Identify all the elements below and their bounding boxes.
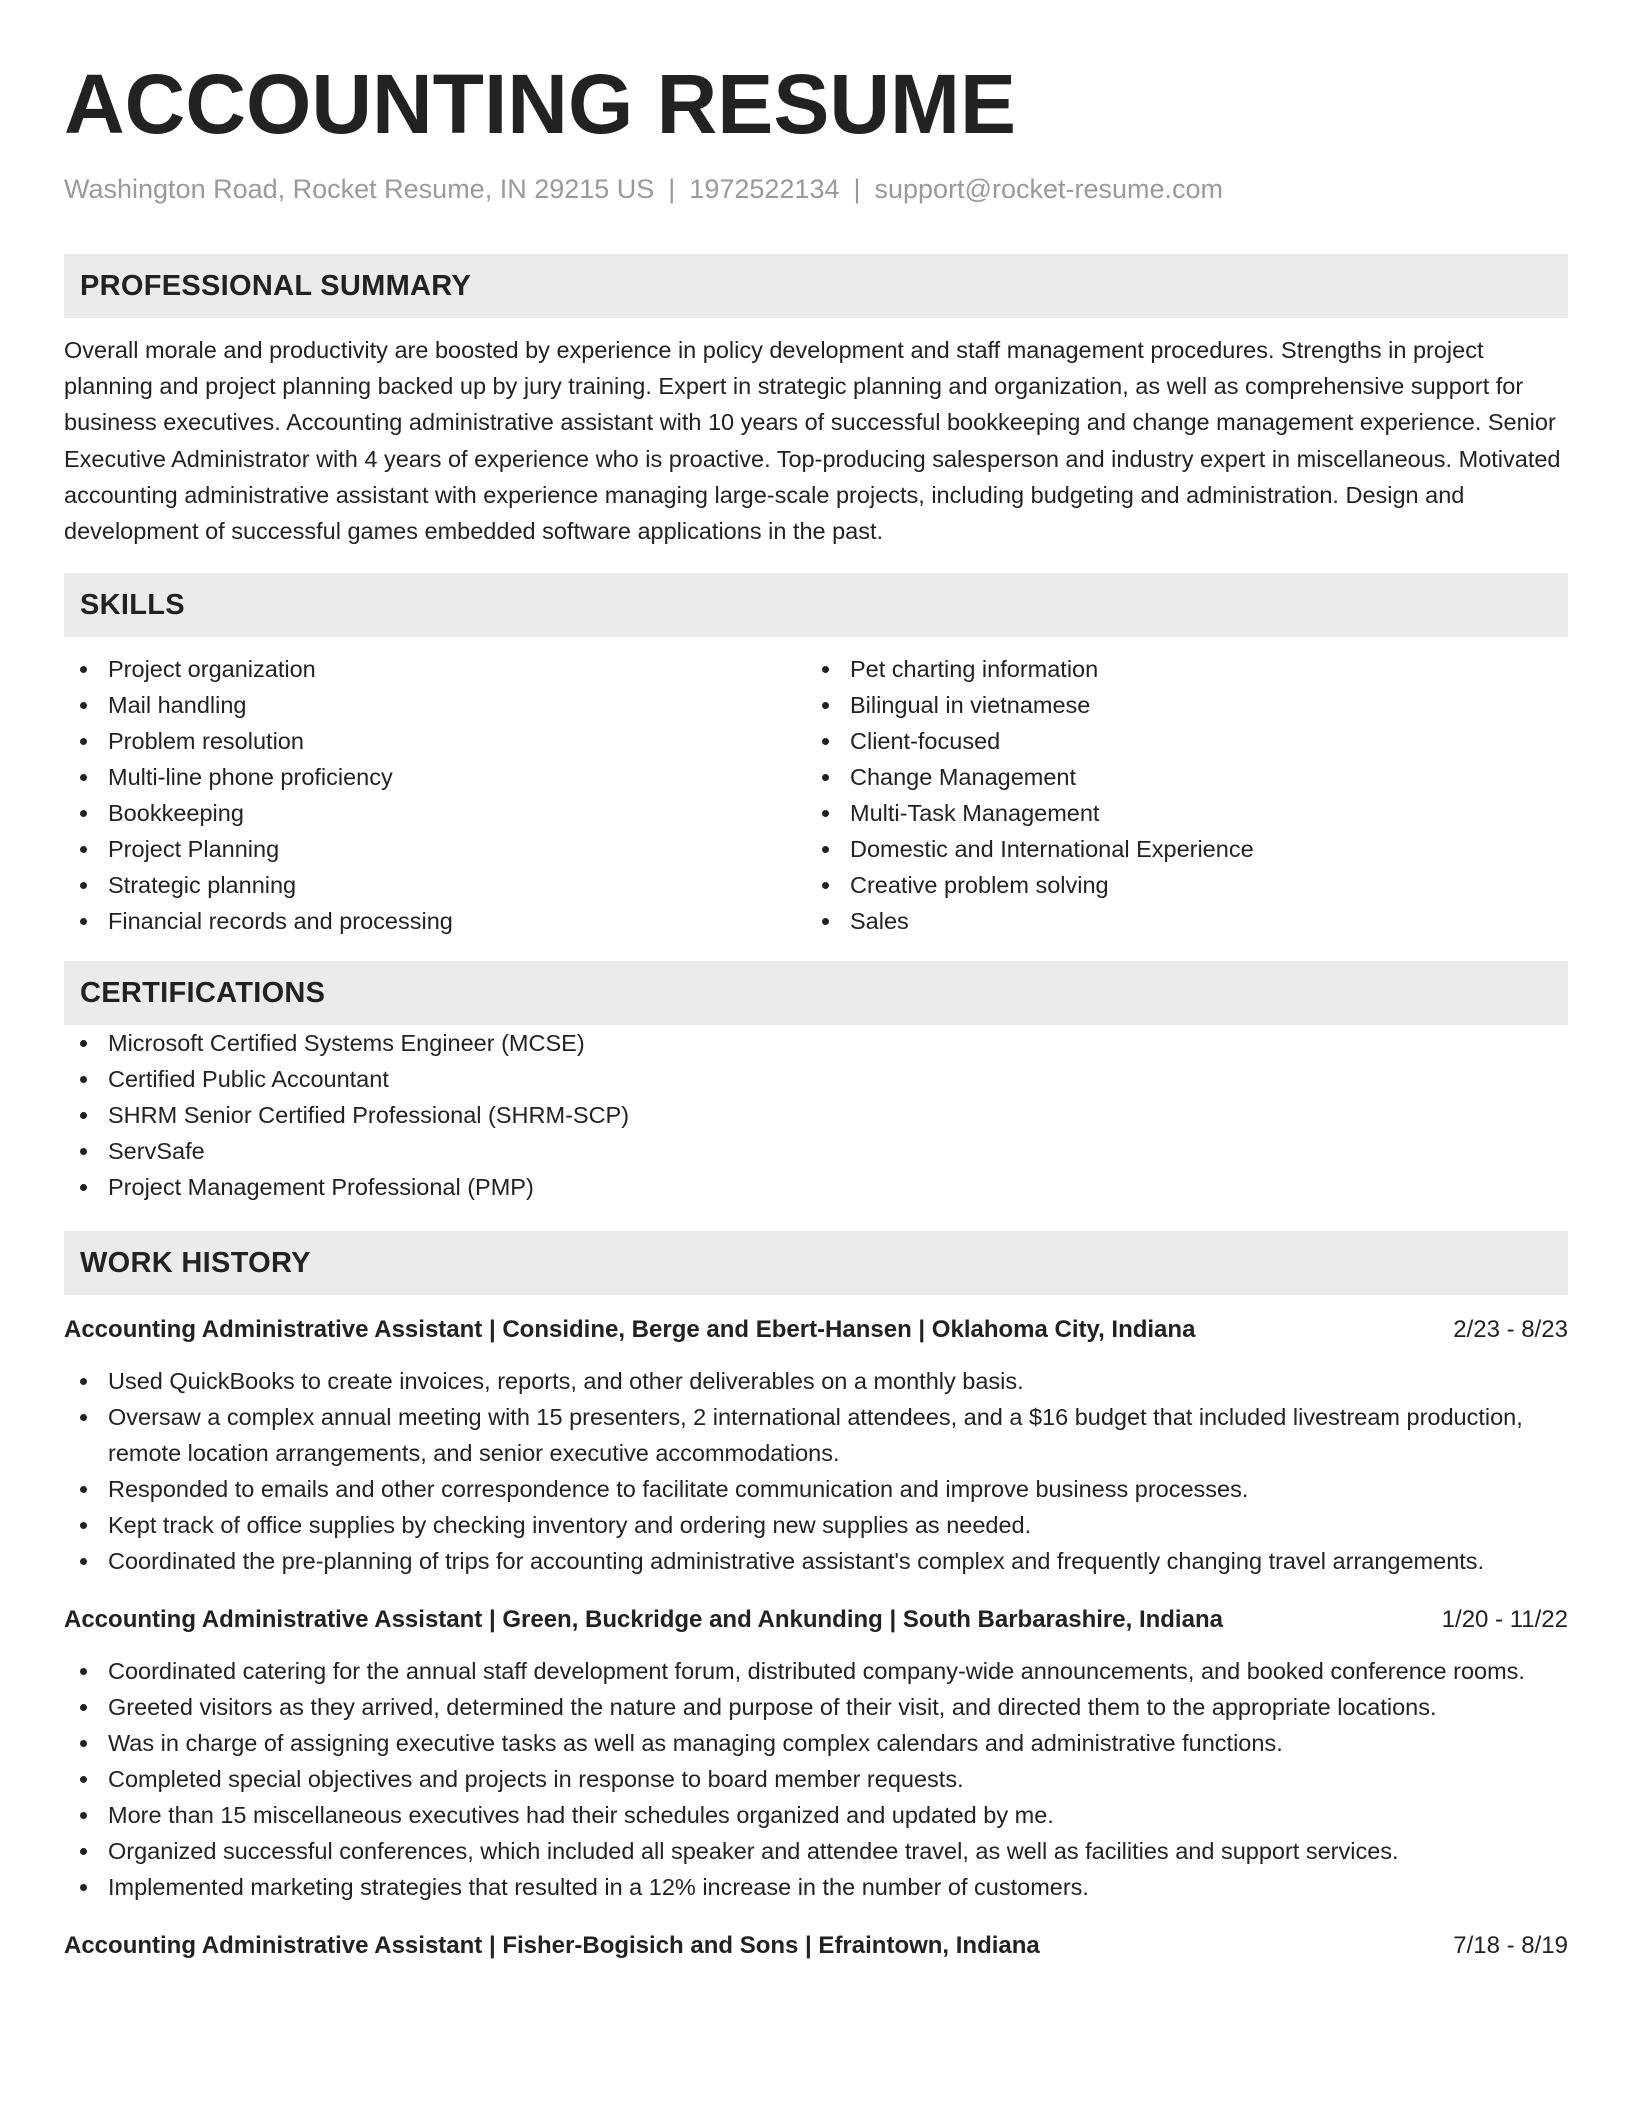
skills-columns [64,651,1568,939]
skill-item: Change Management [806,759,1548,795]
job-dates: 7/18 - 8/19 [1453,1932,1568,1960]
job-title-row [64,1929,1568,1963]
skill-item: Project Planning [64,831,806,867]
resume-title: ACCOUNTING RESUME [64,57,1017,151]
section-header-certifications: CERTIFICATIONS [64,961,1568,1025]
skill-item: Domestic and International Experience [806,831,1548,867]
job-dates: 1/20 - 11/22 [1441,1606,1568,1634]
skill-item: Financial records and processing [64,903,806,939]
job-bullets [64,1363,1568,1579]
skills-list-left [64,651,806,939]
professional-summary-text: Overall morale and productivity are boosted by experience in policy development and staff management procedures. Strengths in project planning and project planning backed up by jury training. Expert in strategic planning and organization, as well as comprehensive support for business executives. Accounting administrative assistant with 10 years of successful bookkeeping and change management experience. Senior Executive Administrator with 4 years of experience who is proactive. Top-producing salesperson and industry expert in miscellaneous. Motivated accounting administrative assistant with experience managing large-scale projects, including budgeting and administration. Design and development of successful games embedded software applications in the past. [64,337,1561,545]
skill-item: Client-focused [806,723,1548,759]
job-bullet: Kept track of office supplies by checking inventory and ordering new supplies as needed. [64,1507,1568,1543]
skill-item: Sales [806,903,1548,939]
certification-item: Certified Public Accountant [64,1061,1568,1097]
skill-item: Creative problem solving [806,867,1548,903]
skill-item: Bookkeeping [64,795,806,831]
certification-item: ServSafe [64,1133,1568,1169]
skill-item: Strategic planning [64,867,806,903]
certification-item: Project Management Professional (PMP) [64,1169,1568,1205]
job-title: Accounting Administrative Assistant | Green, Buckridge and Ankunding | South Barbarashire, Indiana [64,1606,1223,1634]
contact-line [64,172,1568,206]
certifications-list [64,1025,1568,1205]
skills-list-right [806,651,1548,939]
contact-email: support@rocket-resume.com [874,174,1224,204]
job-entry [64,1603,1568,1905]
skill-item: Mail handling [64,687,806,723]
contact-separator: | [853,174,861,204]
job-title-row [64,1603,1568,1637]
job-bullet: Was in charge of assigning executive tasks as well as managing complex calendars and administrative functions. [64,1725,1568,1761]
job-bullet: Coordinated the pre-planning of trips for accounting administrative assistant's complex and frequently changing travel arrangements. [64,1543,1568,1579]
skill-item: Pet charting information [806,651,1548,687]
job-dates: 2/23 - 8/23 [1453,1316,1568,1344]
job-title: Accounting Administrative Assistant | Considine, Berge and Ebert-Hansen | Oklahoma City, Indiana [64,1316,1196,1344]
job-bullet: Oversaw a complex annual meeting with 15 presenters, 2 international attendees, and a $16 budget that included livestream production, remote location arrangements, and senior executive accommodations. [64,1399,1568,1471]
certification-item: Microsoft Certified Systems Engineer (MCSE) [64,1025,1568,1061]
skill-item: Bilingual in vietnamese [806,687,1548,723]
contact-address: Washington Road, Rocket Resume, IN 29215 US [64,174,655,204]
job-bullet: Responded to emails and other correspondence to facilitate communication and improve business processes. [64,1471,1568,1507]
contact-phone: 1972522134 [689,174,840,204]
job-entry [64,1313,1568,1579]
skill-item: Project organization [64,651,806,687]
job-bullet: Completed special objectives and projects in response to board member requests. [64,1761,1568,1797]
section-header-work-history: WORK HISTORY [64,1231,1568,1295]
job-title: Accounting Administrative Assistant | Fisher-Bogisich and Sons | Efraintown, Indiana [64,1932,1040,1960]
skill-item: Multi-Task Management [806,795,1548,831]
job-bullet: Implemented marketing strategies that resulted in a 12% increase in the number of customers. [64,1869,1568,1905]
job-entry [64,1929,1568,1963]
certification-item: SHRM Senior Certified Professional (SHRM-SCP) [64,1097,1568,1133]
skill-item: Problem resolution [64,723,806,759]
job-title-row [64,1313,1568,1347]
job-bullet: Greeted visitors as they arrived, determined the nature and purpose of their visit, and directed them to the appropriate locations. [64,1689,1568,1725]
contact-separator: | [668,174,676,204]
section-header-professional-summary: PROFESSIONAL SUMMARY [64,254,1568,318]
job-bullet: Organized successful conferences, which included all speaker and attendee travel, as well as facilities and support services. [64,1833,1568,1869]
resume-page [64,58,1568,1963]
section-header-skills: SKILLS [64,573,1568,637]
job-bullet: Coordinated catering for the annual staff development forum, distributed company-wide announcements, and booked conference rooms. [64,1653,1568,1689]
job-bullet: More than 15 miscellaneous executives had their schedules organized and updated by me. [64,1797,1568,1833]
skill-item: Multi-line phone proficiency [64,759,806,795]
job-bullets [64,1653,1568,1905]
job-bullet: Used QuickBooks to create invoices, reports, and other deliverables on a monthly basis. [64,1363,1568,1399]
